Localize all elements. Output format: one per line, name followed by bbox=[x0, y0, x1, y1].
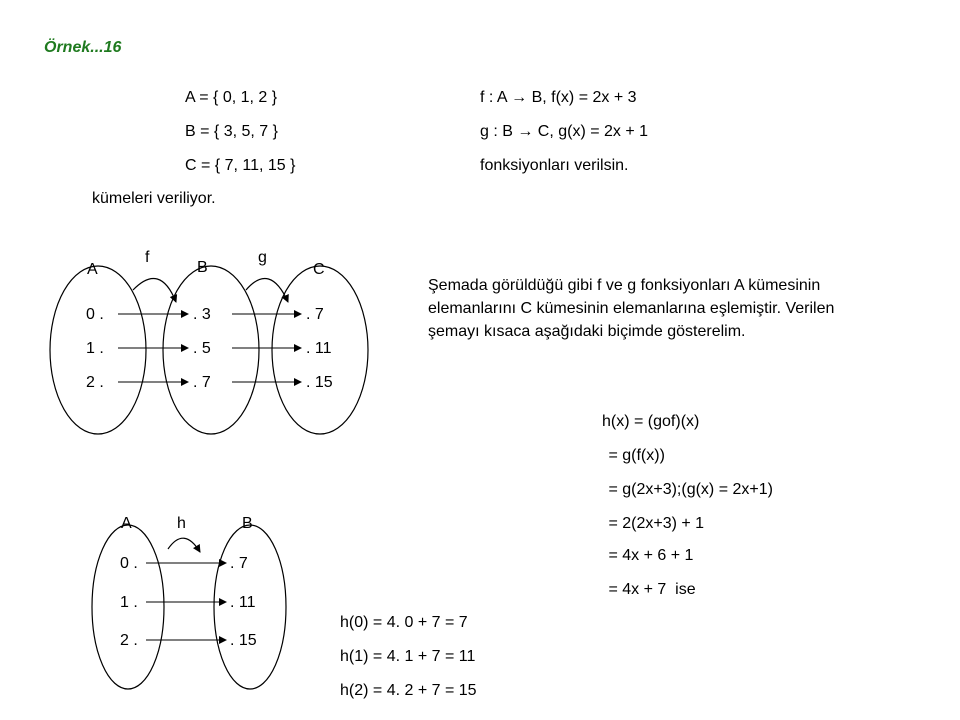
set-b-ellipse bbox=[163, 266, 259, 434]
diagram2-label-b: B bbox=[242, 515, 253, 532]
functions-given-text: fonksiyonları verilsin. bbox=[480, 157, 629, 174]
diagram2-a-item: 2 . bbox=[120, 632, 138, 649]
diagram1-b-item: . 7 bbox=[193, 374, 211, 391]
function-f-definition: f : A → B, f(x) = 2x + 3 bbox=[480, 89, 637, 106]
diagram1-label-g: g bbox=[258, 249, 267, 266]
evaluation-h2: h(2) = 4. 2 + 7 = 15 bbox=[340, 682, 477, 699]
set-b-definition: B = { 3, 5, 7 } bbox=[185, 123, 278, 140]
derivation-line-2: = g(f(x)) bbox=[604, 447, 665, 464]
evaluation-h0: h(0) = 4. 0 + 7 = 7 bbox=[340, 614, 468, 631]
diagram2-label-a: A bbox=[121, 515, 132, 532]
derivation-line-5: = 4x + 6 + 1 bbox=[604, 547, 694, 564]
evaluation-h1: h(1) = 4. 1 + 7 = 11 bbox=[340, 648, 476, 665]
derivation-line-6: = 4x + 7 ise bbox=[604, 581, 696, 598]
diagram1-a-item: 2 . bbox=[86, 374, 104, 391]
diagram1-a-item: 0 . bbox=[86, 306, 104, 323]
explanation-line-3: şemayı kısaca aşağıdaki biçimde gösterelim. bbox=[428, 323, 746, 340]
f-curved-arrow-icon bbox=[133, 278, 176, 302]
diagram2-b-item: . 15 bbox=[230, 632, 257, 649]
diagram2-label-h: h bbox=[177, 515, 186, 532]
sets-given-text: kümeleri veriliyor. bbox=[92, 190, 216, 207]
set-c-definition: C = { 7, 11, 15 } bbox=[185, 157, 296, 174]
set-a-definition: A = { 0, 1, 2 } bbox=[185, 89, 278, 106]
h-curved-arrow-icon bbox=[168, 538, 200, 552]
diagram1-label-c: C bbox=[313, 261, 325, 278]
diagram2-a-item: 0 . bbox=[120, 555, 138, 572]
diagram2-b-item: . 7 bbox=[230, 555, 248, 572]
diagram1-label-f: f bbox=[145, 249, 150, 266]
example-title: Örnek...16 bbox=[44, 39, 122, 56]
function-g-definition: g : B → C, g(x) = 2x + 1 bbox=[480, 123, 649, 140]
explanation-line-1: Şemada görüldüğü gibi f ve g fonksiyonları A kümesinin bbox=[428, 277, 821, 294]
diagram1-b-item: . 5 bbox=[193, 340, 211, 357]
diagram1-c-item: . 15 bbox=[306, 374, 333, 391]
derivation-line-1: h(x) = (gof)(x) bbox=[602, 413, 700, 430]
diagram1-a-item: 1 . bbox=[86, 340, 104, 357]
derivation-line-4: = 2(2x+3) + 1 bbox=[604, 515, 705, 532]
diagram2-b-item: . 11 bbox=[230, 594, 256, 611]
diagram1-b-item: . 3 bbox=[193, 306, 211, 323]
diagram1-label-a: A bbox=[87, 261, 98, 278]
diagram2-a-item: 1 . bbox=[120, 594, 138, 611]
diagram1-c-item: . 11 bbox=[306, 340, 332, 357]
diagram1-c-item: . 7 bbox=[306, 306, 324, 323]
diagram1-label-b: B bbox=[197, 259, 208, 276]
explanation-line-2: elemanlarını C kümesinin elemanlarına eşlemiştir. Verilen bbox=[428, 300, 835, 317]
derivation-line-3: = g(2x+3);(g(x) = 2x+1) bbox=[604, 481, 773, 498]
